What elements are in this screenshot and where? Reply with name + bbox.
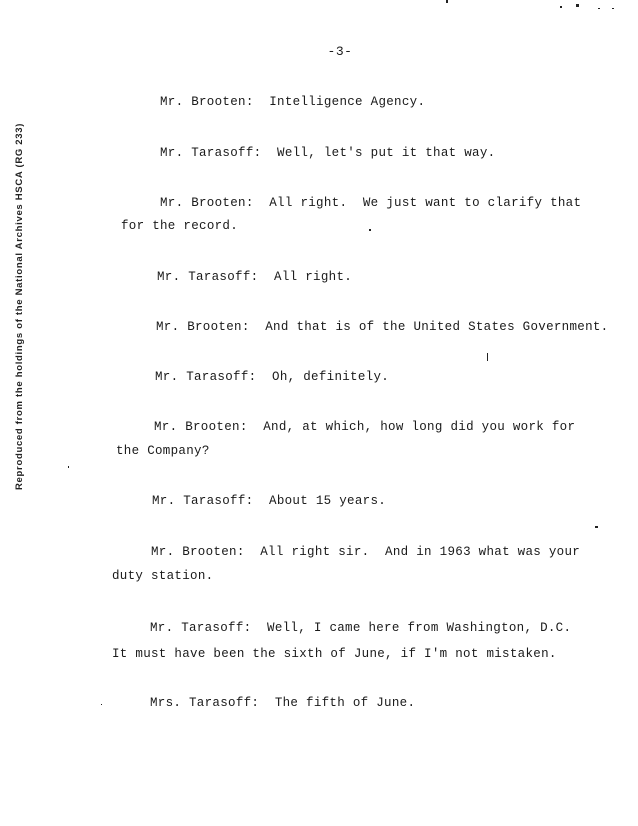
scan-mark xyxy=(101,704,102,705)
scan-mark xyxy=(612,8,614,9)
speaker-label: Mr. Brooten: xyxy=(156,320,250,334)
speech-text: All right. We just want to clarify that xyxy=(269,196,582,210)
scan-mark xyxy=(595,526,598,528)
transcript-line xyxy=(160,146,495,160)
speaker-label: Mr. Tarasoff: xyxy=(152,494,254,508)
transcript-continuation: the Company? xyxy=(116,444,210,458)
speech-text: And that is of the United States Government. xyxy=(265,320,609,334)
speaker-label: Mr. Tarasoff: xyxy=(157,270,259,284)
transcript-continuation: It must have been the sixth of June, if I'm not mistaken. xyxy=(112,647,557,661)
speech-text: Well, I came here from Washington, D.C. xyxy=(267,621,572,635)
speech-text: The fifth of June. xyxy=(274,696,416,710)
speaker-label: Mr. Tarasoff: xyxy=(160,146,262,160)
speaker-label: Mr. Brooten: xyxy=(154,420,248,434)
archive-stamp: Reproduced from the holdings of the National Archives HSCA (RG 233) xyxy=(14,122,25,490)
scan-mark xyxy=(576,4,579,7)
transcript-line xyxy=(154,420,575,434)
scan-mark xyxy=(487,353,488,361)
speaker-label: Mr. Tarasoff: xyxy=(155,370,257,384)
transcript-line xyxy=(160,196,581,210)
speaker-label: Mrs. Tarasoff: xyxy=(150,696,260,710)
transcript-line xyxy=(151,545,580,559)
transcript-line xyxy=(155,370,389,384)
speech-text: Well, let's put it that way. xyxy=(277,146,496,160)
speech-text: And, at which, how long did you work for xyxy=(263,420,576,434)
speaker-label: Mr. Brooten: xyxy=(160,95,254,109)
speaker-label: Mr. Brooten: xyxy=(160,196,254,210)
speech-text: All right. xyxy=(274,270,353,284)
page-number: -3- xyxy=(327,44,353,59)
scan-mark xyxy=(68,466,69,468)
transcript-line xyxy=(157,270,352,284)
transcript-line xyxy=(152,494,386,508)
transcript-line xyxy=(160,95,425,109)
scan-mark xyxy=(369,229,371,231)
speech-text: About 15 years. xyxy=(269,494,387,508)
transcript-line xyxy=(156,320,609,334)
speech-text: Oh, definitely. xyxy=(272,370,390,384)
scan-mark xyxy=(560,6,562,8)
transcript-continuation: for the record. xyxy=(121,219,239,233)
transcript-line xyxy=(150,696,415,710)
transcript-line xyxy=(150,621,571,635)
speaker-label: Mr. Brooten: xyxy=(151,545,245,559)
scan-mark xyxy=(598,8,600,9)
speech-text: All right sir. And in 1963 what was your xyxy=(260,545,581,559)
speaker-label: Mr. Tarasoff: xyxy=(150,621,252,635)
transcript-continuation: duty station. xyxy=(112,569,214,583)
scan-mark xyxy=(446,0,448,3)
speech-text: Intelligence Agency. xyxy=(269,95,426,109)
